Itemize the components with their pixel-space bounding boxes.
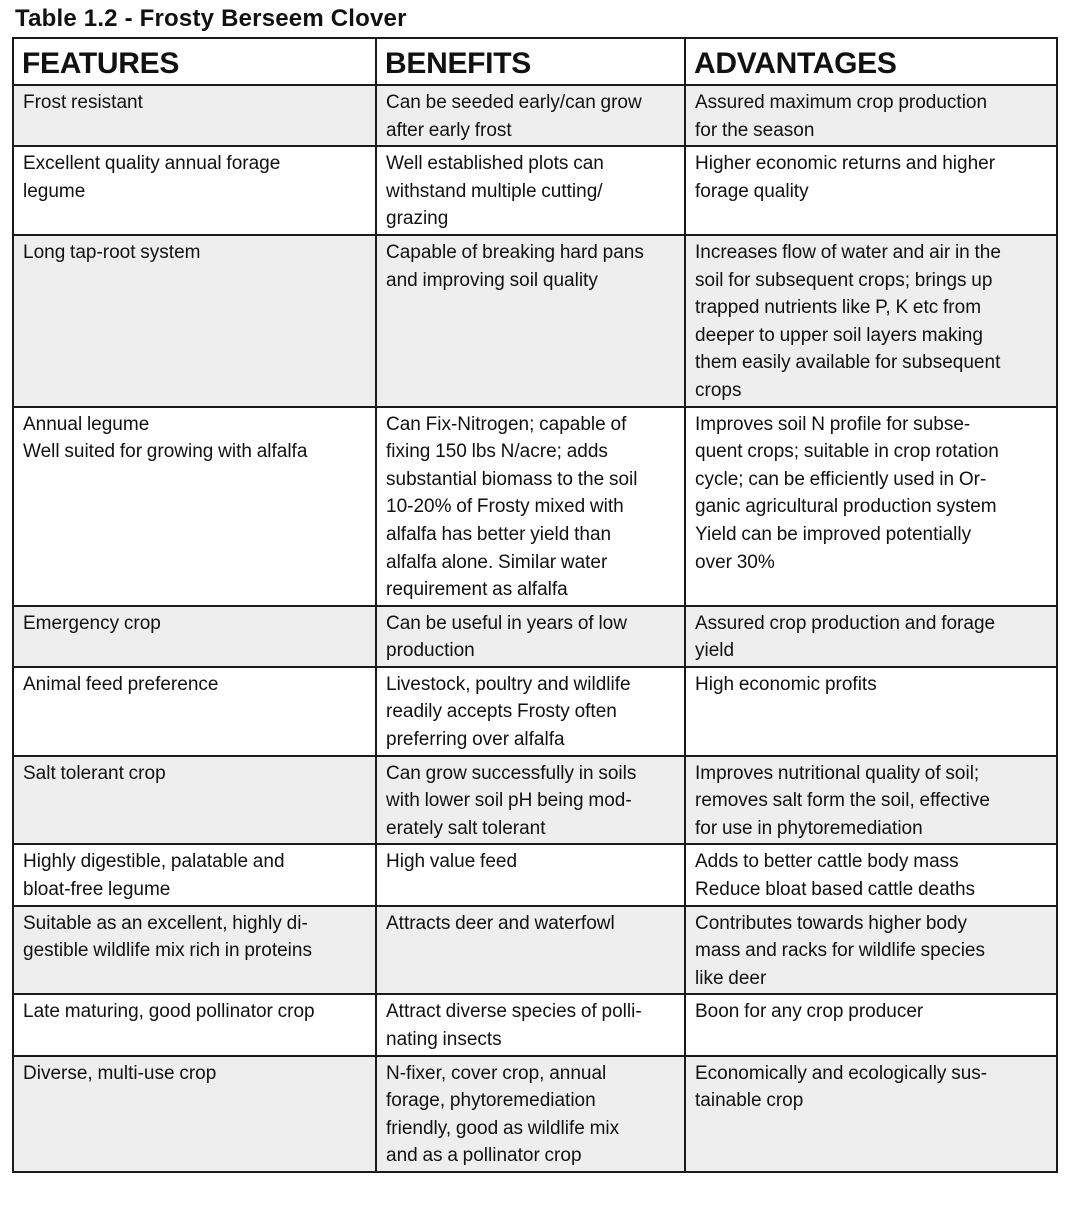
table-row [13,407,1057,606]
features-benefits-table [12,37,1058,1173]
benefit-cell: Well established plots can withstand multiple cutting/ grazing [376,146,685,235]
advantage-cell: Improves nutritional quality of soil; removes salt form the soil, effective for use in phytoremediation [685,756,1057,845]
feature-cell: Frost resistant [13,85,376,146]
table-row [13,756,1057,845]
benefit-cell: Can Fix-Nitrogen; capable of fixing 150 lbs N/acre; adds substantial biomass to the soil 10-20% of Frosty mixed with alfalfa has better yield than alfalfa alone. Similar water requirement as alfalfa [376,407,685,606]
feature-cell: Long tap-root system [13,235,376,407]
feature-cell: Salt tolerant crop [13,756,376,845]
table-row [13,667,1057,756]
table-caption: Table 1.2 - Frosty Berseem Clover [15,5,407,32]
feature-cell: Annual legume Well suited for growing with alfalfa [13,407,376,606]
table-row [13,994,1057,1055]
benefit-cell: Capable of breaking hard pans and improving soil quality [376,235,685,407]
benefit-cell: Can be seeded early/can grow after early frost [376,85,685,146]
table-row [13,606,1057,667]
advantage-cell: Economically and ecologically sus- tainable crop [685,1056,1057,1172]
table-row [13,1056,1057,1172]
header-features: FEATURES [13,38,376,85]
feature-cell: Animal feed preference [13,667,376,756]
header-benefits: BENEFITS [376,38,685,85]
feature-cell: Excellent quality annual forage legume [13,146,376,235]
benefit-cell: Can grow successfully in soils with lower soil pH being mod- erately salt tolerant [376,756,685,845]
table-row [13,906,1057,995]
table-row [13,85,1057,146]
benefit-cell: N-fixer, cover crop, annual forage, phytoremediation friendly, good as wildlife mix and as a pollinator crop [376,1056,685,1172]
header-row [13,38,1057,85]
benefit-cell: High value feed [376,844,685,905]
advantage-cell: High economic profits [685,667,1057,756]
advantage-cell: Improves soil N profile for subse- quent crops; suitable in crop rotation cycle; can be efficiently used in Or- ganic agricultural production system Yield can be improved potentially over 30% [685,407,1057,606]
feature-cell: Emergency crop [13,606,376,667]
benefit-cell: Attracts deer and waterfowl [376,906,685,995]
advantage-cell: Boon for any crop producer [685,994,1057,1055]
benefit-cell: Attract diverse species of polli- nating insects [376,994,685,1055]
table-row [13,844,1057,905]
advantage-cell: Increases flow of water and air in the soil for subsequent crops; brings up trapped nutrients like P, K etc from deeper to upper soil layers making them easily available for subsequent crops [685,235,1057,407]
advantage-cell: Contributes towards higher body mass and racks for wildlife species like deer [685,906,1057,995]
feature-cell: Suitable as an excellent, highly di- gestible wildlife mix rich in proteins [13,906,376,995]
advantage-cell: Adds to better cattle body mass Reduce bloat based cattle deaths [685,844,1057,905]
advantage-cell: Assured maximum crop production for the season [685,85,1057,146]
advantage-cell: Assured crop production and forage yield [685,606,1057,667]
feature-cell: Late maturing, good pollinator crop [13,994,376,1055]
benefit-cell: Can be useful in years of low production [376,606,685,667]
header-advantages: ADVANTAGES [685,38,1057,85]
feature-cell: Diverse, multi-use crop [13,1056,376,1172]
advantage-cell: Higher economic returns and higher forage quality [685,146,1057,235]
benefit-cell: Livestock, poultry and wildlife readily accepts Frosty often preferring over alfalfa [376,667,685,756]
table-row [13,235,1057,407]
table-row [13,146,1057,235]
feature-cell: Highly digestible, palatable and bloat-free legume [13,844,376,905]
